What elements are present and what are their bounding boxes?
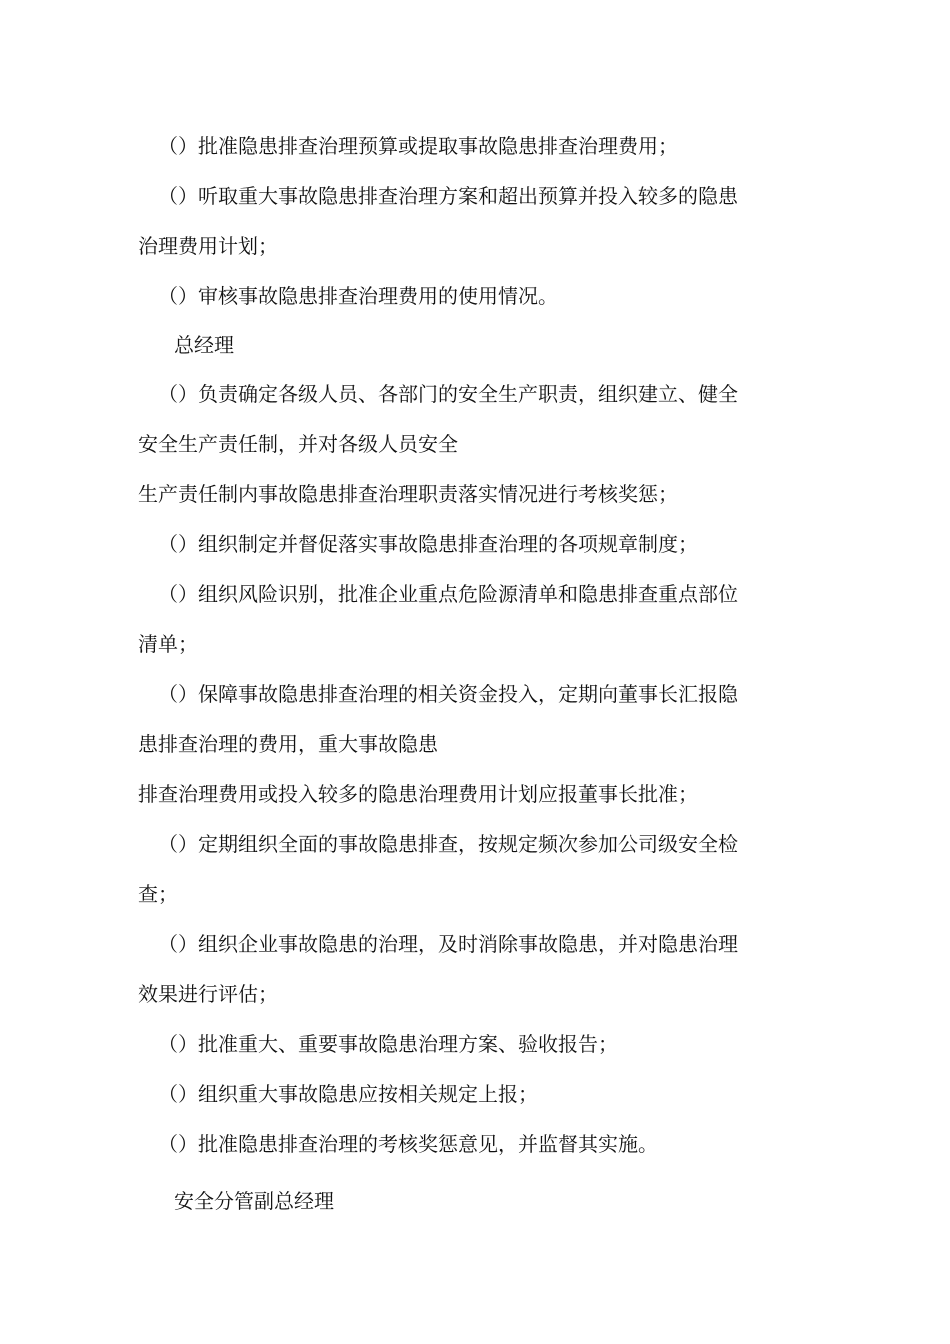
- paragraph-line: （）听取重大事故隐患排查治理方案和超出预算并投入较多的隐患: [158, 184, 738, 208]
- paragraph-line: （）组织重大事故隐患应按相关规定上报；: [158, 1082, 538, 1106]
- paragraph-line: 患排查治理的费用，重大事故隐患: [138, 732, 438, 756]
- paragraph-line: （）批准隐患排查治理预算或提取事故隐患排查治理费用；: [158, 134, 678, 158]
- paragraph-line: （）负责确定各级人员、各部门的安全生产职责，组织建立、健全: [158, 382, 738, 406]
- paragraph-line: 排查治理费用或投入较多的隐患治理费用计划应报董事长批准；: [138, 782, 698, 806]
- section-heading-safety-deputy-gm: 安全分管副总经理: [174, 1189, 334, 1213]
- paragraph-line: （）保障事故隐患排查治理的相关资金投入，定期向董事长汇报隐: [158, 682, 738, 706]
- paragraph-line: （）组织制定并督促落实事故隐患排查治理的各项规章制度；: [158, 532, 698, 556]
- paragraph-line: 安全生产责任制，并对各级人员安全: [138, 432, 458, 456]
- paragraph-line: 查；: [138, 882, 178, 906]
- paragraph-line: （）审核事故隐患排查治理费用的使用情况。: [158, 284, 558, 308]
- paragraph-line: 生产责任制内事故隐患排查治理职责落实情况进行考核奖惩；: [138, 482, 678, 506]
- paragraph-line: （）组织风险识别，批准企业重点危险源清单和隐患排查重点部位: [158, 582, 738, 606]
- paragraph-line: 治理费用计划；: [138, 234, 278, 258]
- paragraph-line: （）批准重大、重要事故隐患治理方案、验收报告；: [158, 1032, 618, 1056]
- paragraph-line: 清单；: [138, 632, 198, 656]
- paragraph-line: （）组织企业事故隐患的治理，及时消除事故隐患，并对隐患治理: [158, 932, 738, 956]
- paragraph-line: 效果进行评估；: [138, 982, 278, 1006]
- section-heading-general-manager: 总经理: [174, 333, 234, 357]
- paragraph-line: （）定期组织全面的事故隐患排查，按规定频次参加公司级安全检: [158, 832, 738, 856]
- paragraph-line: （）批准隐患排查治理的考核奖惩意见，并监督其实施。: [158, 1132, 658, 1156]
